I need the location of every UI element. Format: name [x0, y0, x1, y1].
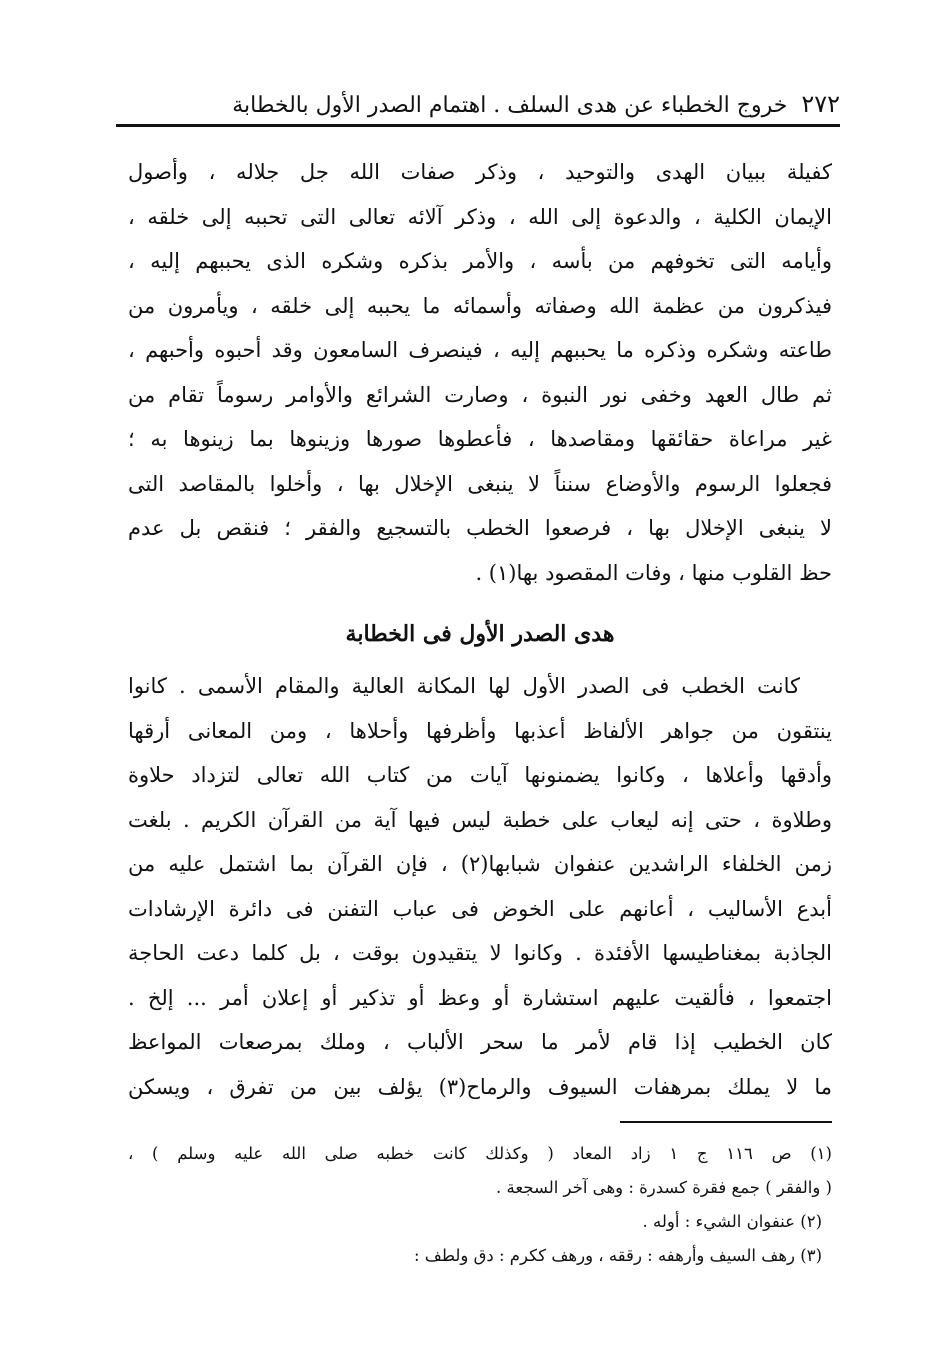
footnote-1-continuation: ( والفقر ) جمع فقرة كسدرة : وهى آخر السجعة . — [496, 1178, 832, 1197]
text-line: كانت الخطب فى الصدر الأول لها المكانة العالية والمقام الأسمى . كانوا — [128, 674, 800, 698]
text-line: لا ينبغى الإخلال بها ، فرصعوا الخطب بالتسجيع والفقر ؛ فنقص بل عدم — [128, 516, 832, 540]
footnote-1: (١) ص ١١٦ ج ١ زاد المعاد ( وكذلك كانت خطبه صلى الله عليه وسلم ) ، — [128, 1144, 832, 1163]
paragraph-2 — [128, 664, 832, 1109]
text-line: حظ القلوب منها ، وفات المقصود بها(١) . — [475, 560, 832, 585]
footnote-3: (٣) رهف السيف وأرهفه : رققه ، ورهف ككرم : دق ولطف : — [413, 1246, 822, 1265]
text-line: كان الخطيب إذا قام لأمر ما سحر الألباب ، وملك بمرصعات المواعظ — [128, 1030, 832, 1054]
text-line: وأدقها وأعلاها ، وكانوا يضمنونها آيات من كتاب الله تعالى لتزداد حلاوة — [128, 763, 832, 787]
text-line: ما لا يملك بمرهفات السيوف والرماح(٣) يؤلف بين من تفرق ، ويسكن — [128, 1074, 832, 1099]
text-line: زمن الخلفاء الراشدين عنفوان شبابها(٢) ، فإن القرآن بما اشتمل عليه من — [128, 852, 832, 876]
running-header — [116, 72, 840, 118]
text-line: اجتمعوا ، فألقيت عليهم استشارة أو وعظ أو تذكير أو إعلان أمر ... إلخ . — [128, 985, 832, 1010]
header-title: خروج الخطباء عن هدى السلف . اهتمام الصدر الأول بالخطابة — [232, 93, 788, 118]
footnotes — [128, 1137, 832, 1273]
text-line: ينتقون من جواهر الألفاظ أعذبها وأظرفها وأحلاها ، ومن المعانى أرقها — [128, 718, 832, 743]
text-line: كفيلة ببيان الهدى والتوحيد ، وذكر صفات الله جل جلاله ، وأصول — [128, 160, 832, 184]
text-line: غير مراعاة حقائقها ومقاصدها ، فأعطوها صورها وزينوها بما زينوها به ؛ — [128, 427, 832, 451]
section-heading: هدى الصدر الأول فى الخطابة — [345, 621, 615, 647]
header-rule — [116, 124, 840, 127]
text-line: فجعلوا الرسوم والأوضاع سنناً لا ينبغى الإخلال بها ، وأخلوا بالمقاصد التى — [128, 471, 832, 496]
text-line: طاعته وشكره وذكره ما يحببهم إليه ، فينصرف السامعون وقد أحبوه وأحبهم ، — [128, 338, 832, 362]
text-line: الإيمان الكلية ، والدعوة إلى الله ، وذكر آلائه تعالى التى تحببه إلى خلقه ، — [128, 204, 832, 229]
text-line: أبدع الأساليب ، أعانهم على الخوض فى عباب التفنن فى دائرة الإرشادات — [128, 896, 832, 921]
text-line: الجاذبة بمغناطيسها الأفئدة . وكانوا لا يتقيدون بوقت ، بل كلما دعت الحاجة — [128, 941, 832, 965]
text-line: ثم طال العهد وخفى نور النبوة ، وصارت الشرائع والأوامر رسوماً تقام من — [128, 382, 832, 407]
paragraph-1 — [128, 150, 832, 595]
footnote-rule — [620, 1121, 832, 1123]
footnote-2: (٢) عنفوان الشيء : أوله . — [642, 1212, 822, 1231]
text-line: وطلاوة ، حتى إنه ليعاب على خطبة ليس فيها آية من القرآن الكريم . بلغت — [128, 807, 832, 832]
text-line: فيذكرون من عظمة الله وصفاته وأسمائه ما يحببه إلى خلقه ، ويأمرون من — [128, 293, 832, 318]
text-line: وأيامه التى تخوفهم من بأسه ، والأمر بذكره وشكره الذى يحببهم إليه ، — [128, 249, 832, 273]
page-number: ٢٧٢ — [801, 90, 840, 118]
